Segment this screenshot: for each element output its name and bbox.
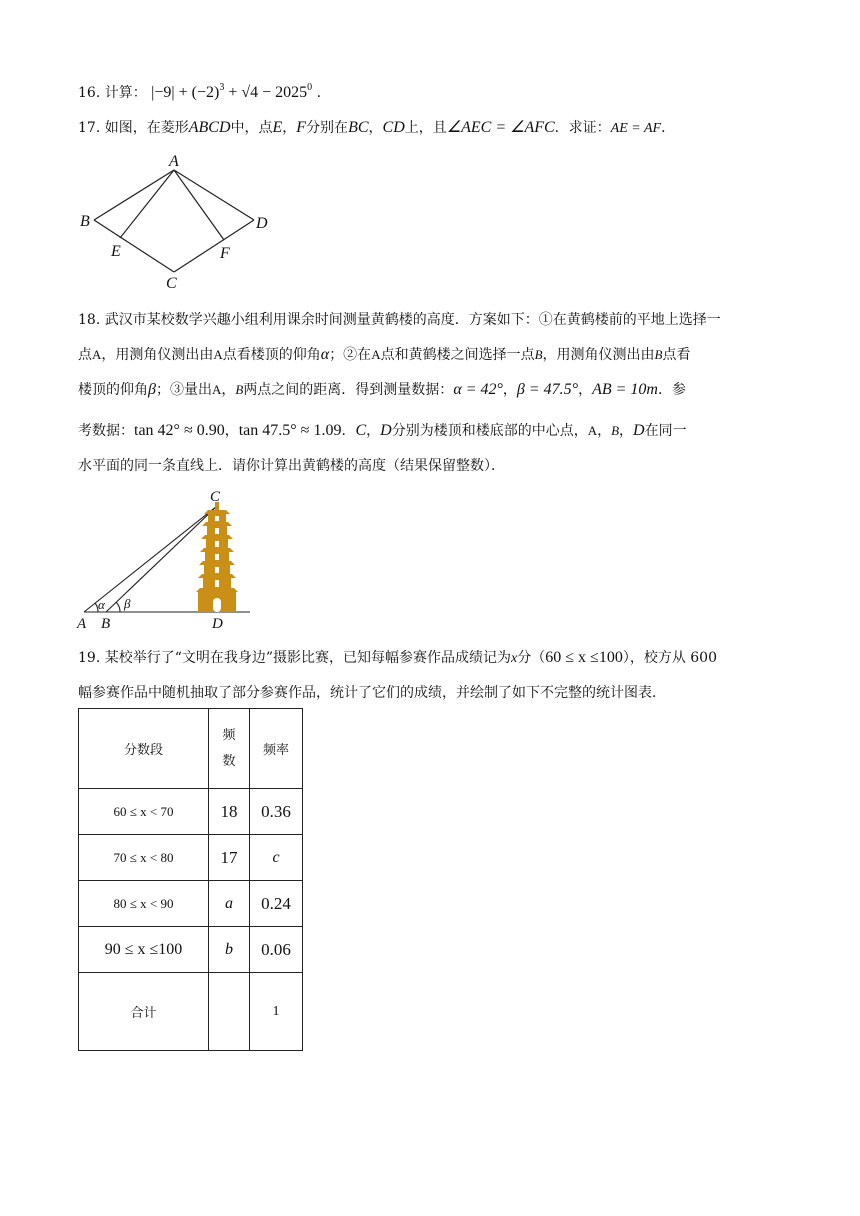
total-rate: 1 [250,973,303,1051]
q18-text: ；③量出 [155,382,212,398]
table-row [79,881,303,927]
q18-beta: β [148,381,156,398]
q19-range: 60 ≤ x ≤100 [545,649,623,666]
q18-alpha-value: α = 42° [453,381,503,398]
q18-text: ， [221,382,236,398]
row-range: 80 ≤ x < 90 [79,881,209,927]
q18-text: ．参 [657,382,686,398]
segment-af [174,170,224,240]
question-19-line-2 [78,683,666,703]
q18-text: 楼顶的仰角 [78,382,148,398]
q17-point-e: E [272,119,283,136]
q18-point: B [534,347,543,362]
table-row [79,927,303,973]
q16-number: 16. [78,85,101,101]
q18-number: 18. [78,312,101,328]
q18-text: 考数据： [78,423,134,439]
question-18-line-4 [78,421,687,441]
q18-text: ， [578,382,593,398]
question-16 [78,78,321,103]
q17-text: 上，且 [404,120,447,136]
q18-point: D [633,422,645,439]
question-18-line-2 [78,345,690,365]
side-bc [94,220,174,272]
q18-point: B [611,423,620,438]
q18-distance-ab: AB = 10m [592,381,658,398]
table-header-row [79,709,303,789]
row-rate: 0.24 [250,881,303,927]
q18-point: C [355,422,367,439]
row-rate: c [250,835,303,881]
q18-point: A [587,423,598,438]
q18-alpha: α [320,346,330,363]
q18-text: 点和黄鹤楼之间选择一点 [380,347,535,363]
q18-text: ， [597,423,612,439]
q17-angle-condition: ∠AEC = ∠AFC [446,119,555,136]
row-frequency: 18 [209,789,250,835]
q18-text: ， [502,382,517,398]
side-ad [174,170,254,220]
q16-label: 计算： [104,85,147,101]
question-18-line-1 [78,310,721,330]
q18-text: ，用测角仪测出由 [101,347,214,363]
table-row [79,835,303,881]
q18-point: A [371,347,381,362]
q18-text: ． [341,423,356,439]
label-c: C [166,275,177,292]
q18-point: A [92,347,102,362]
header-range: 分数段 [79,709,209,789]
q18-text: 水平面的同一条直线上．请你计算出黄鹤楼的高度（结果保留整数）． [78,458,505,474]
q17-text: ．求证： [554,120,611,136]
row-rate: 0.06 [250,927,303,973]
q17-proof-goal: AE = AF [610,121,662,136]
q18-point: A [211,382,222,397]
q18-text: 武汉市某校数学兴趣小组利用课余时间测量黄鹤楼的高度．方案如下：①在黄鹤楼前的平地上选择一 [104,312,721,328]
q18-beta-value: β = 47.5° [516,381,579,398]
row-rate: 0.36 [250,789,303,835]
q18-text: ，用测角仪测出由 [542,347,655,363]
q17-text: ， [368,120,383,136]
q18-text: 两点之间的距离．得到测量数据： [243,382,454,398]
q17-point-f: F [296,119,307,136]
label-e: E [111,243,121,260]
q16-end: . [316,85,322,101]
question-17 [78,118,675,139]
q18-text: ， [619,423,634,439]
q19-text: 分（ [517,650,546,666]
question-18-line-3 [78,380,686,400]
q17-side-bc: BC [348,119,369,136]
label-d: D [212,616,223,632]
header-rate: 频率 [250,709,303,789]
label-a: A [77,616,87,632]
q16-expression: $|-9| + (-2)^3 + √4 - 2025^0$ [151,82,313,101]
question-19-line-1 [78,648,717,669]
rhombus-figure [78,150,278,290]
row-frequency: b [209,927,250,973]
q18-text: 点看楼顶的仰角 [222,347,321,363]
frequency-table [78,708,303,1051]
q17-text: 分别在 [306,120,349,136]
q17-text: 如图，在菱形 [104,120,189,136]
q18-point: B [654,347,663,362]
total-frequency [209,973,250,1051]
q17-number: 17. [78,120,101,136]
header-frequency: 频 数 [209,709,250,789]
q19-variable: x [511,651,518,666]
q18-text: 分别为楼顶和楼底部的中心点， [391,423,588,439]
q18-text: ， [366,423,381,439]
row-range: 70 ≤ x < 80 [79,835,209,881]
q18-text: 点 [78,347,92,363]
q18-point: B [235,382,244,397]
question-18-line-5 [78,456,505,476]
q18-text: 点看 [662,347,691,363]
label-beta: β [124,596,131,611]
q19-text: ），校方从 600 [622,650,717,666]
q18-tan42: tan 42° ≈ 0.90 [134,422,225,439]
q18-point: D [380,422,392,439]
side-ab [94,170,174,220]
q18-text: ；②在 [329,347,372,363]
tower-figure [74,488,274,632]
row-range: 90 ≤ x ≤100 [79,927,209,973]
q19-text: 某校举行了“文明在我身边”摄影比赛，已知每幅参赛作品成绩记为 [104,650,512,666]
segment-ae [120,170,174,238]
q18-text: 在同一 [644,423,687,439]
side-cd [174,220,254,272]
row-frequency: a [209,881,250,927]
q19-number: 19. [78,650,101,666]
label-b: B [101,616,111,632]
label-a: A [169,153,179,170]
q18-tan47: tan 47.5° ≈ 1.09 [238,422,342,439]
q17-rhombus-name: ABCD [188,119,231,136]
q17-side-cd: CD [382,119,405,136]
table-total-row [79,973,303,1051]
label-alpha: α [98,597,105,612]
q19-text: 幅参赛作品中随机抽取了部分参赛作品，统计了它们的成绩，并绘制了如下不完整的统计图表． [78,685,666,701]
label-c: C [210,489,221,505]
total-label: 合计 [79,973,209,1051]
q18-text: ， [224,423,239,439]
table-row [79,789,303,835]
q17-text: 中，点 [230,120,273,136]
angle-arc-beta [116,602,120,612]
label-d: D [256,215,268,232]
q17-text: ． [661,120,676,136]
label-b: B [80,213,90,230]
label-f: F [220,245,230,262]
q18-point: A [213,347,223,362]
q17-text: ， [282,120,297,136]
row-range: 60 ≤ x < 70 [79,789,209,835]
row-frequency: 17 [209,835,250,881]
